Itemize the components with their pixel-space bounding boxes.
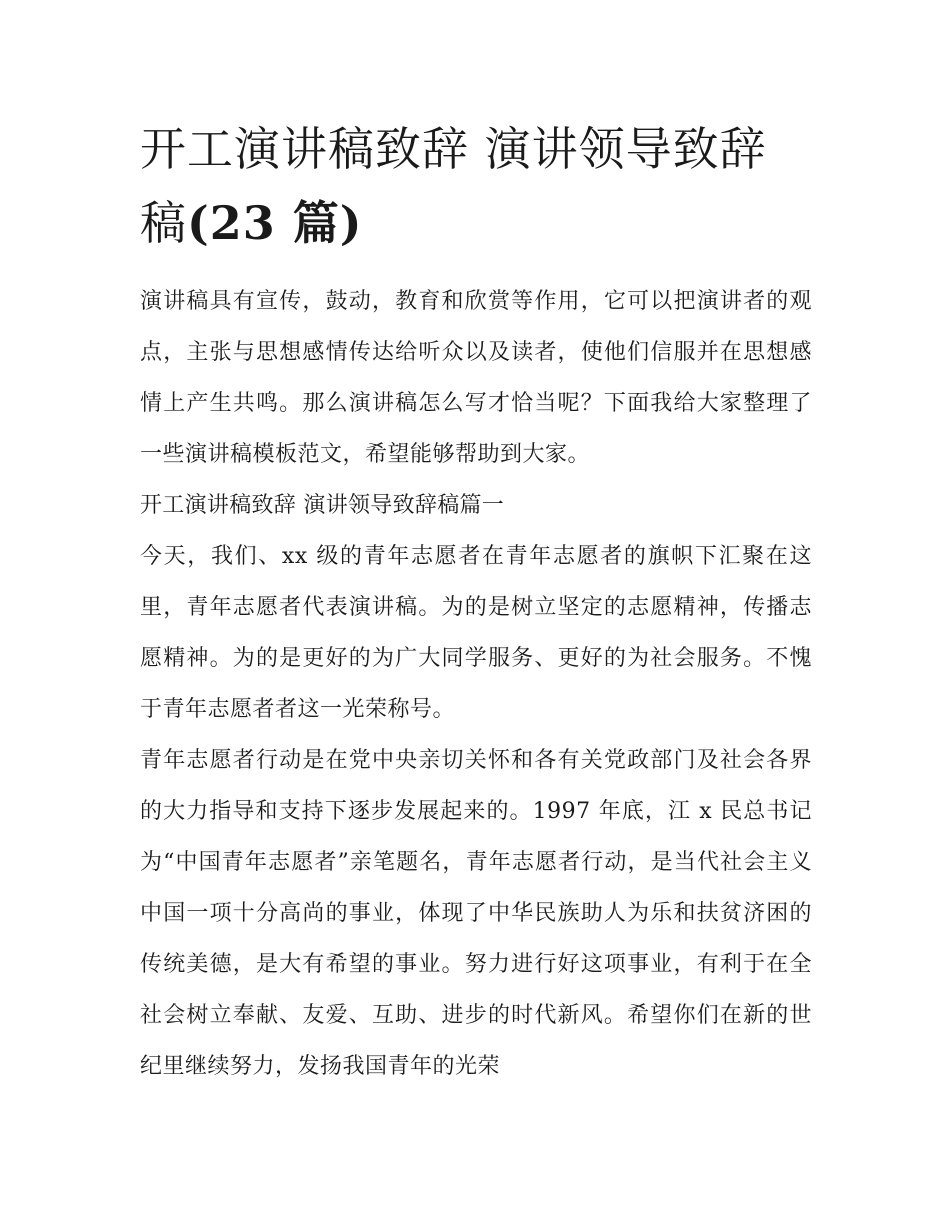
document-title — [140, 112, 812, 260]
title-main: 开工演讲稿致辞 演讲领导致辞稿 — [140, 122, 767, 250]
body-paragraph-2: 青年志愿者行动是在党中央亲切关怀和各有关党政部门及社会各界的大力指导和支持下逐步发展起来的。1997 年底，江 x 民总书记为“中国青年志愿者”亲笔题名，青年志愿者行动，是当代社会主义中国一项十分高尚的事业，体现了中华民族助人为乐和扶贫济困的传统美德，是大有希望的事业。努力进行好这项事业，有利于在全社会树立奉献、友爱、互助、进步的时代新风。希望你们在新的世纪里继续努力，发扬我国青年的光荣 — [140, 748, 812, 1079]
document-page — [140, 112, 812, 1092]
intro-paragraph: 演讲稿具有宣传，鼓动，教育和欣赏等作用，它可以把演讲者的观点，主张与思想感情传达给听众以及读者，使他们信服并在思想感情上产生共鸣。那么演讲稿怎么写才恰当呢？下面我给大家整理了一些演讲稿模板范文，希望能够帮助到大家。 — [140, 289, 812, 467]
body-paragraph-1: 今天，我们、xx 级的青年志愿者在青年志愿者的旗帜下汇聚在这里，青年志愿者代表演讲稿。为的是树立坚定的志愿精神，传播志愿精神。为的是更好的为广大同学服务、更好的为社会服务。不愧于青年志愿者者这一光荣称号。 — [140, 544, 812, 722]
document-body — [140, 276, 812, 1092]
section-heading: 开工演讲稿致辞 演讲领导致辞稿篇一 — [140, 493, 505, 518]
title-count: (23 篇) — [187, 196, 363, 250]
